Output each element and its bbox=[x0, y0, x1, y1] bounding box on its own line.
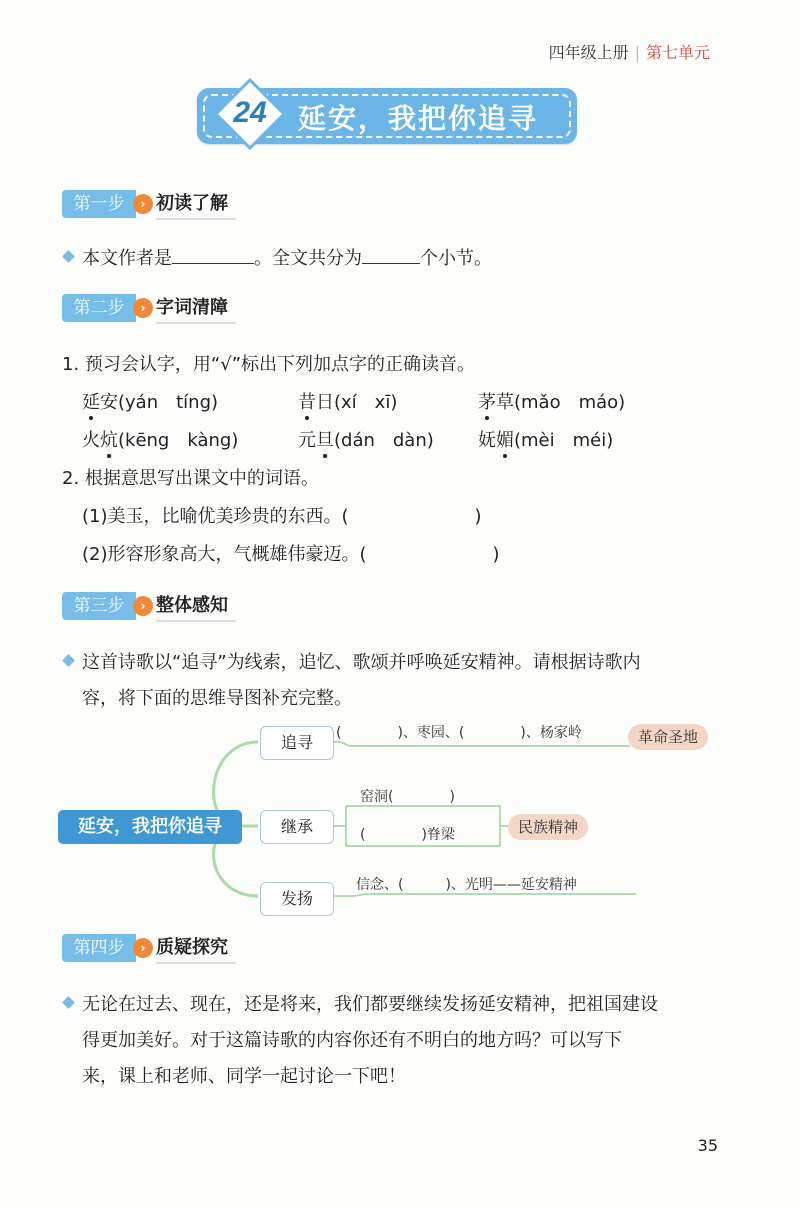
dotted-char: 茅 bbox=[478, 388, 496, 414]
step2-label: 字词清障 bbox=[156, 294, 236, 324]
mindmap-node-carry-forward: 发扬 bbox=[260, 882, 334, 916]
step3-tag: 第三步 bbox=[62, 592, 136, 620]
word-item: 妩媚(mèi méi) bbox=[478, 426, 613, 452]
dotted-char: 炕 bbox=[100, 426, 118, 452]
header-separator: | bbox=[634, 43, 640, 62]
header-unit: 第七单元 bbox=[645, 43, 710, 62]
step4-tag: 第四步 bbox=[62, 934, 136, 962]
word-item: 延安(yán tíng) bbox=[82, 388, 218, 414]
word-item: 元旦(dán dàn) bbox=[298, 426, 434, 452]
step2-question-2: 2. 根据意思写出课文中的词语。 bbox=[62, 468, 319, 489]
step3-line-1: 这首诗歌以“追寻”为线索，追忆、歌颂并呼唤延安精神。请根据诗歌内 bbox=[82, 652, 641, 673]
step2-tag: 第二步 bbox=[62, 294, 136, 322]
mindmap-tag-sacred-land: 革命圣地 bbox=[628, 724, 708, 750]
lesson-number: 24 bbox=[233, 96, 267, 129]
arrow-right-icon: › bbox=[133, 194, 153, 214]
step1-q-part3: 个小节。 bbox=[420, 248, 492, 269]
step1-label: 初读了解 bbox=[156, 190, 236, 220]
arrow-right-icon: › bbox=[133, 938, 153, 958]
step1-tag: 第一步 bbox=[62, 190, 136, 218]
step3-line-2: 容，将下面的思维导图补充完整。 bbox=[82, 688, 352, 709]
step1-q-part1: 本文作者是 bbox=[82, 248, 172, 269]
mindmap-node-inherit: 继承 bbox=[260, 810, 334, 844]
mindmap-inherit-text-2: ( )脊梁 bbox=[360, 827, 455, 843]
arrow-right-icon: › bbox=[133, 298, 153, 318]
dotted-char: 延 bbox=[82, 388, 100, 414]
step4-label: 质疑探究 bbox=[156, 934, 236, 964]
dotted-char: 昔 bbox=[298, 388, 316, 414]
mindmap-pursue-text: ( )、枣园、( )、杨家岭 bbox=[336, 725, 582, 741]
step4-line-1: 无论在过去、现在，还是将来，我们都要继续发扬延安精神，把祖国建设 bbox=[82, 994, 658, 1015]
step2-question-2-1: (1)美玉，比喻优美珍贵的东西。( ) bbox=[82, 506, 482, 527]
step4-line-2: 得更加美好。对于这篇诗歌的内容你还有不明白的地方吗？可以写下 bbox=[82, 1030, 622, 1051]
step3-label: 整体感知 bbox=[156, 592, 236, 622]
dotted-char: 旦 bbox=[316, 426, 334, 452]
mindmap-node-pursue: 追寻 bbox=[260, 726, 334, 760]
lesson-title: 延安，我把你追寻 bbox=[298, 102, 539, 135]
word-item: 火炕(kēng kàng) bbox=[82, 426, 238, 452]
word-item: 茅草(mǎo máo) bbox=[478, 388, 625, 414]
mindmap-inherit-text-1: 窑洞( ) bbox=[360, 789, 455, 805]
mindmap-root: 延安，我把你追寻 bbox=[58, 810, 242, 844]
page-number: 35 bbox=[697, 1136, 718, 1155]
step1-q-part2: 。全文共分为 bbox=[254, 248, 362, 269]
word-item: 昔日(xí xī) bbox=[298, 388, 397, 414]
step2-question-2-2: (2)形容形象高大，气概雄伟豪迈。( ) bbox=[82, 544, 500, 565]
mindmap-carry-forward-text: 信念、( )、光明——延安精神 bbox=[356, 877, 577, 893]
header-grade: 四年级上册 bbox=[548, 43, 629, 62]
step2-question-1: 1. 预习会认字，用“√”标出下列加点字的正确读音。 bbox=[62, 354, 476, 375]
dotted-char: 媚 bbox=[496, 426, 514, 452]
arrow-right-icon: › bbox=[133, 596, 153, 616]
step4-line-3: 来，课上和老师、同学一起讨论一下吧！ bbox=[82, 1066, 406, 1087]
mindmap-tag-national-spirit: 民族精神 bbox=[508, 814, 588, 840]
